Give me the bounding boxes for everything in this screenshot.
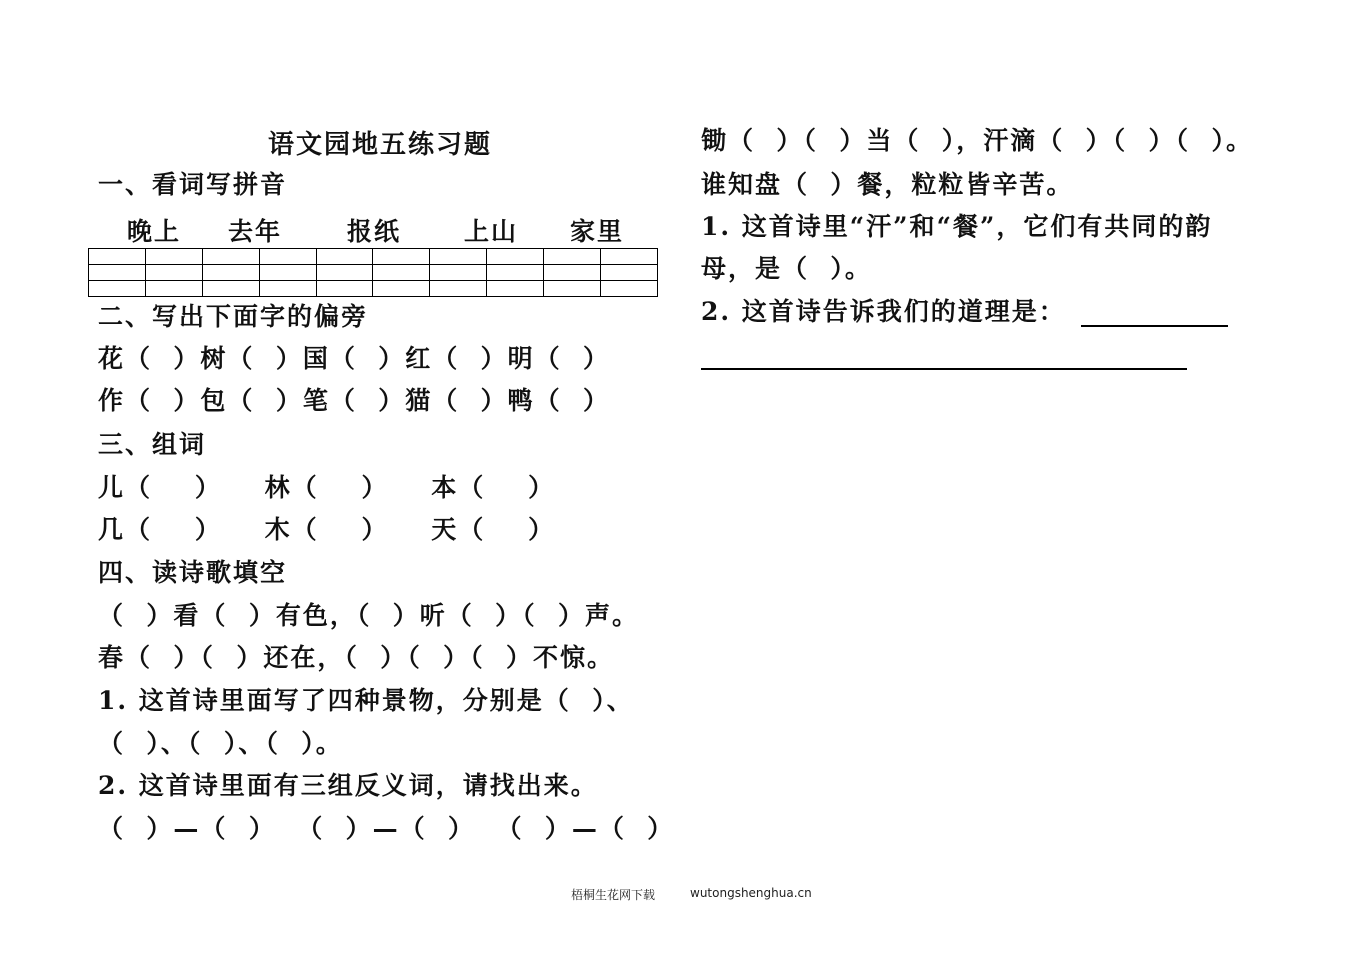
footer-url: wutongshenghua.cn bbox=[690, 886, 812, 900]
right-question-1-line-2: 母，是（ ）。 bbox=[701, 254, 872, 283]
footer-site-name: 梧桐生花网下载 bbox=[571, 888, 656, 902]
word-building-row-2: 几（ ） 木（ ） 天（ ） bbox=[98, 515, 556, 544]
question-2: 2. 这首诗里面有三组反义词，请找出来。 bbox=[98, 771, 598, 800]
word-building-row-1: 儿（ ） 林（ ） 本（ ） bbox=[98, 473, 556, 502]
word-3: 报纸 bbox=[347, 217, 402, 246]
question-1-line-2: （ ）、（ ）、（ ）。 bbox=[98, 729, 343, 758]
right-poem-line-2: 谁知盘（ ）餐，粒粒皆辛苦。 bbox=[701, 170, 1074, 199]
word-2: 去年 bbox=[228, 217, 283, 246]
section2-heading: 二、写出下面字的偏旁 bbox=[98, 302, 369, 331]
poem-line-1: （ ）看（ ）有色，（ ）听（ ）（ ）声。 bbox=[98, 601, 640, 630]
word-4: 上山 bbox=[464, 217, 519, 246]
pinyin-writing-grid[interactable] bbox=[88, 248, 658, 297]
right-poem-line-1: 锄（ ）（ ）当（ ），汗滴（ ）（ ）（ ）。 bbox=[701, 126, 1253, 155]
radical-row-2: 作（ ）包（ ）笔（ ）猫（ ）鸭（ ） bbox=[98, 386, 611, 415]
question-1-line-1: 1. 这首诗里面写了四种景物，分别是（ ）、 bbox=[98, 686, 634, 715]
section3-heading: 三、组词 bbox=[98, 430, 207, 459]
poem-line-2: 春（ ）（ ）还在，（ ）（ ）（ ）不惊。 bbox=[98, 643, 615, 672]
word-5: 家里 bbox=[570, 217, 625, 246]
answer-line-2[interactable] bbox=[701, 368, 1187, 370]
section1-heading: 一、看词写拼音 bbox=[98, 170, 288, 199]
antonym-blanks: （ ）—（ ） （ ）—（ ） （ ）—（ ） bbox=[98, 814, 675, 843]
section4-heading: 四、读诗歌填空 bbox=[98, 558, 288, 587]
radical-row-1: 花（ ）树（ ）国（ ）红（ ）明（ ） bbox=[98, 344, 611, 373]
word-1: 晚上 bbox=[127, 217, 182, 246]
right-question-2: 2. 这首诗告诉我们的道理是： bbox=[701, 297, 1066, 326]
answer-line-1[interactable] bbox=[1081, 325, 1228, 327]
right-question-1-line-1: 1. 这首诗里“汗”和“餐”，它们有共同的韵 bbox=[701, 212, 1213, 241]
worksheet-title: 语文园地五练习题 bbox=[268, 130, 493, 160]
